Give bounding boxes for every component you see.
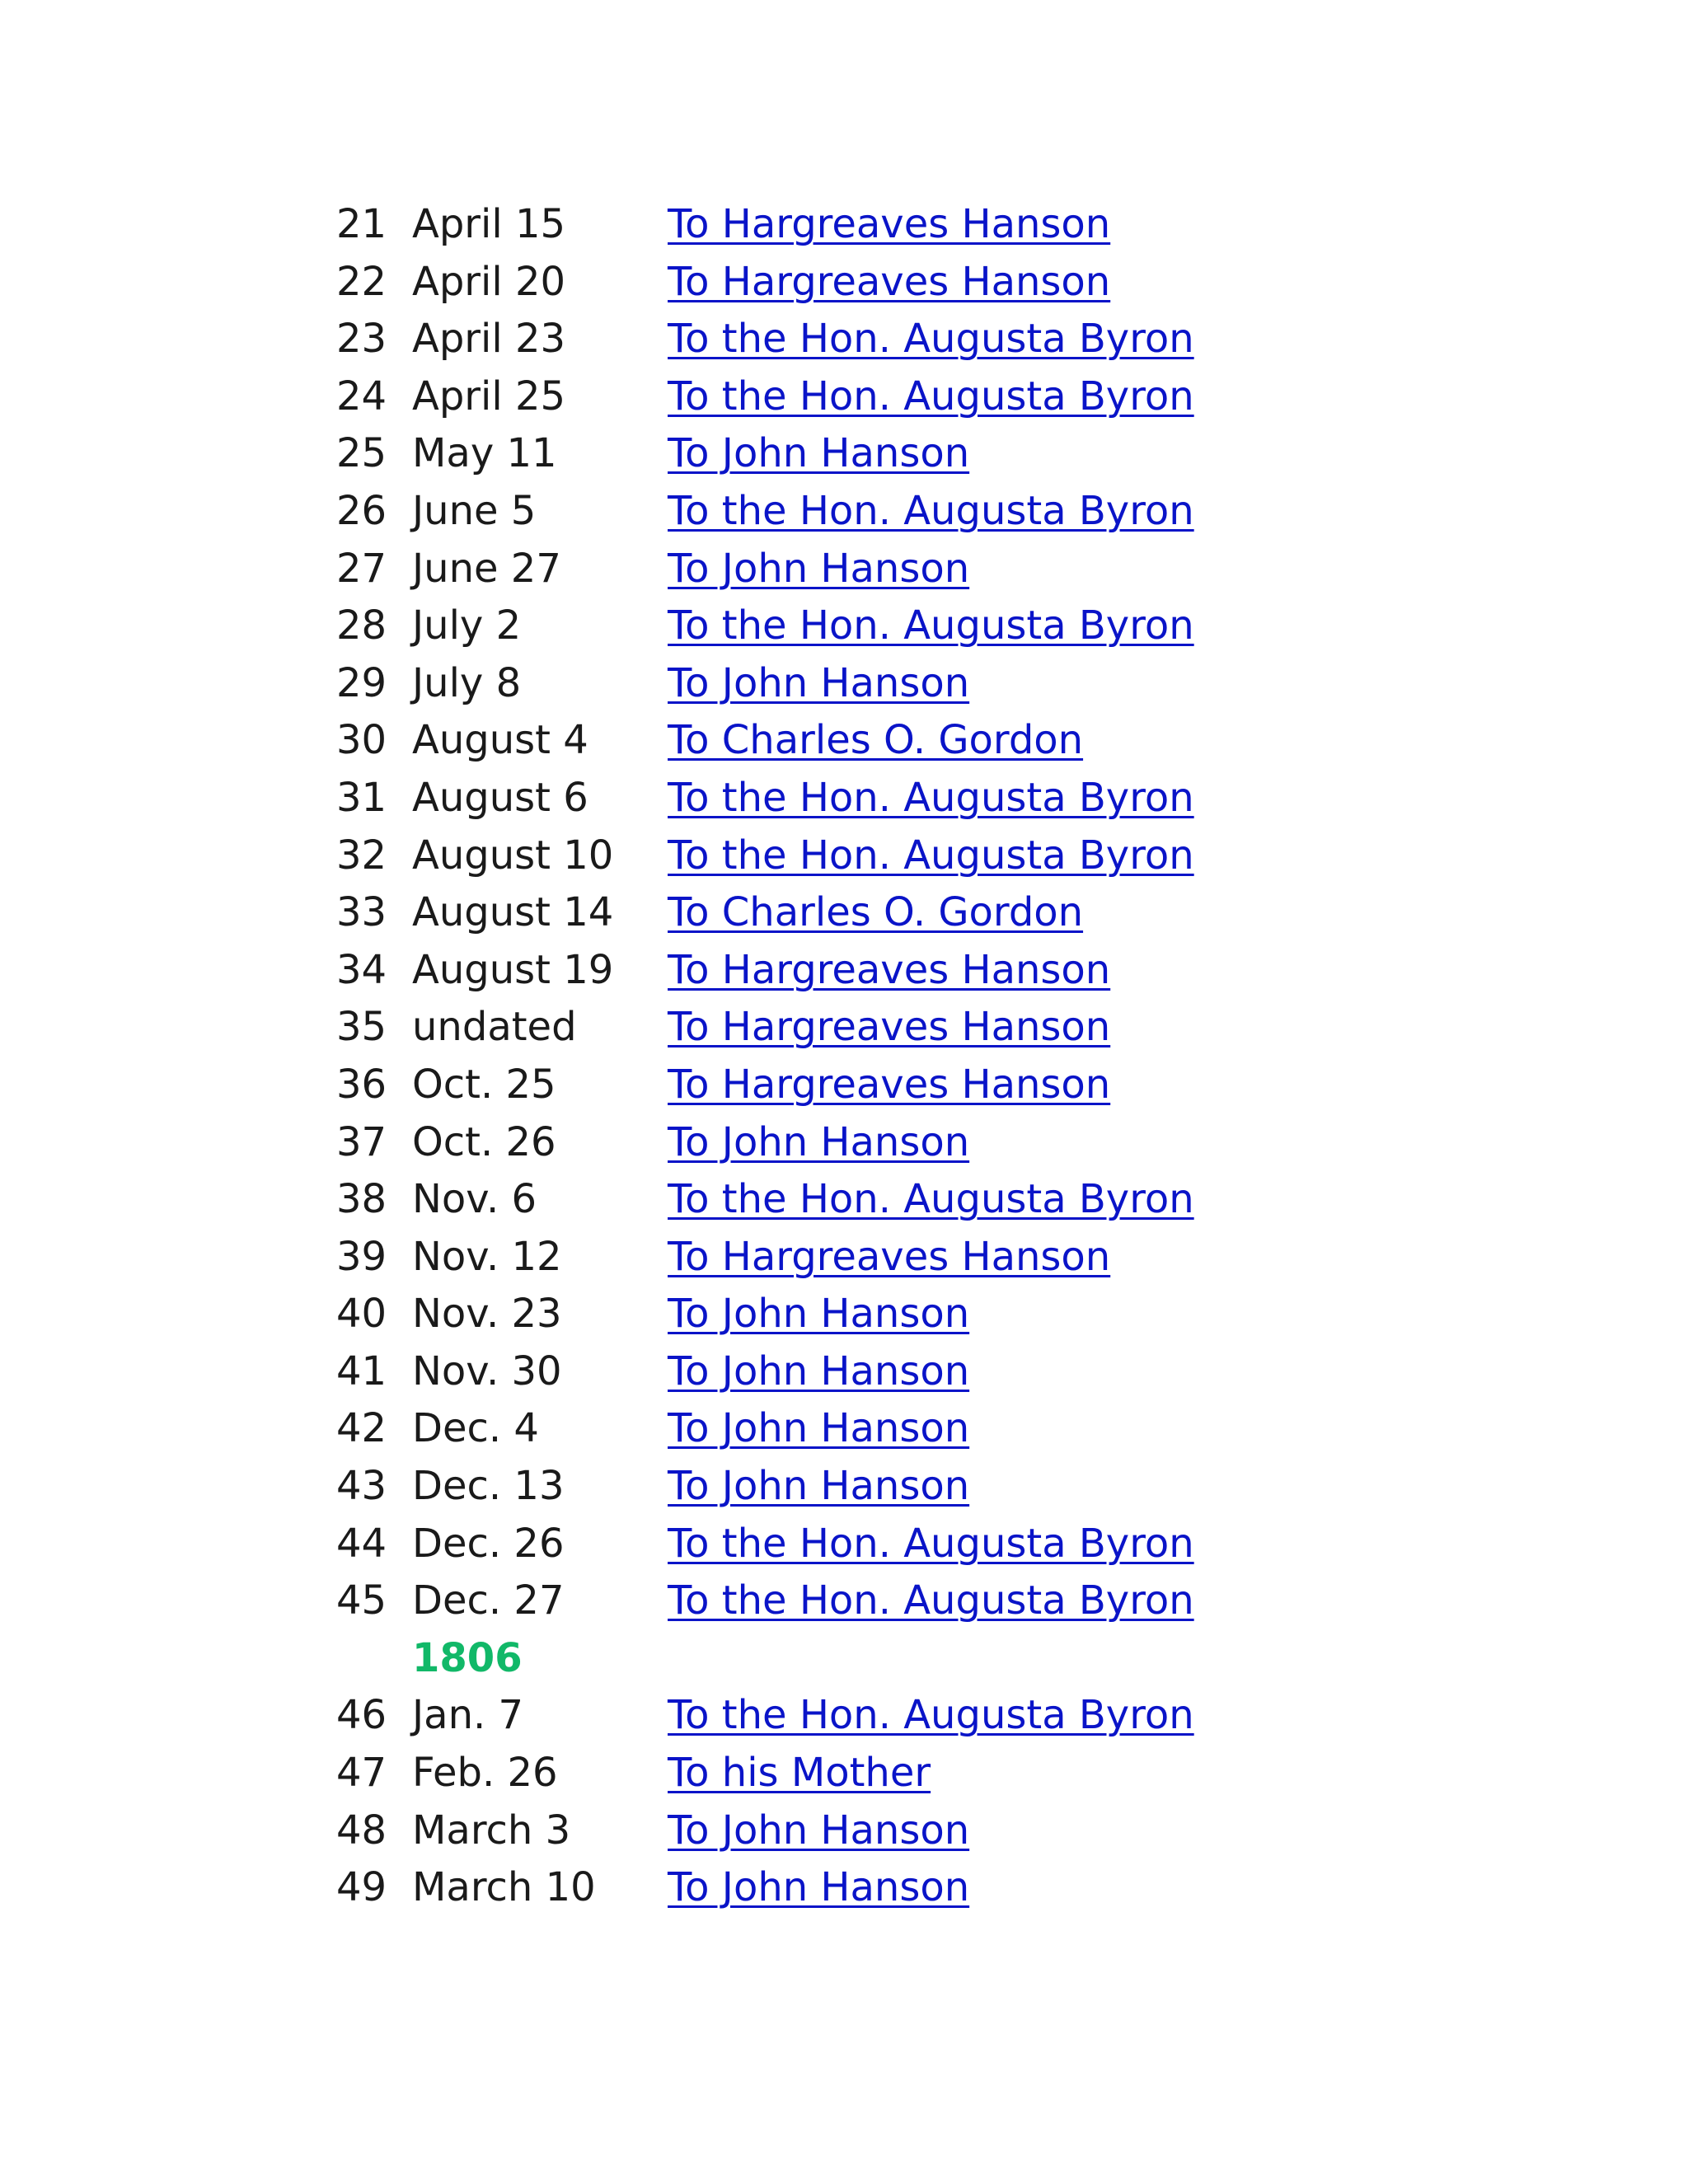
letter-row <box>336 254 1327 312</box>
letter-date: August 10 <box>412 832 614 879</box>
letter-row <box>336 942 1327 1000</box>
letter-number: 43 <box>336 1463 387 1510</box>
letter-row <box>336 712 1327 770</box>
year-heading: 1806 <box>412 1634 523 1681</box>
letter-link[interactable]: To the Hon. Augusta Byron <box>668 602 1194 649</box>
letter-link[interactable]: To the Hon. Augusta Byron <box>668 774 1194 821</box>
letter-link[interactable]: To the Hon. Augusta Byron <box>668 1577 1194 1624</box>
letter-date: March 3 <box>412 1807 571 1854</box>
letter-date: March 10 <box>412 1864 596 1911</box>
letter-date: Oct. 25 <box>412 1061 556 1108</box>
letter-row <box>336 368 1327 426</box>
letter-recipient-cell <box>668 942 1327 1000</box>
letter-recipient-cell <box>668 1343 1327 1401</box>
letter-number: 30 <box>336 717 387 764</box>
letter-number: 23 <box>336 316 387 363</box>
letter-recipient-cell <box>668 1400 1327 1458</box>
letter-number: 28 <box>336 602 387 649</box>
letter-number: 46 <box>336 1692 387 1739</box>
letter-link[interactable]: To the Hon. Augusta Byron <box>668 1176 1194 1223</box>
letter-date: July 8 <box>412 659 522 706</box>
letter-link[interactable]: To John Hanson <box>668 1463 970 1510</box>
letter-date: May 11 <box>412 430 557 477</box>
letter-recipient-cell <box>668 368 1327 426</box>
letter-date: undated <box>412 1004 577 1051</box>
letter-number: 36 <box>336 1061 387 1108</box>
letter-recipient-cell <box>668 311 1327 368</box>
letters-table <box>336 196 1327 1917</box>
letter-number: 29 <box>336 659 387 706</box>
letter-number: 45 <box>336 1577 387 1624</box>
letter-number: 34 <box>336 946 387 993</box>
letter-date: June 27 <box>412 545 561 592</box>
letter-link[interactable]: To Hargreaves Hanson <box>668 201 1111 247</box>
letter-row <box>336 1286 1327 1343</box>
letter-recipient-cell <box>668 827 1327 885</box>
letter-row <box>336 1057 1327 1114</box>
letter-date: Dec. 26 <box>412 1520 565 1567</box>
letter-number: 39 <box>336 1233 387 1280</box>
letter-date: Nov. 23 <box>412 1291 562 1338</box>
letter-link[interactable]: To John Hanson <box>668 545 970 592</box>
letter-link[interactable]: To his Mother <box>668 1750 931 1797</box>
letter-number: 47 <box>336 1750 387 1797</box>
letter-recipient-cell <box>668 1114 1327 1172</box>
year-heading-spacer <box>668 1630 1327 1688</box>
letter-link[interactable]: To Hargreaves Hanson <box>668 258 1111 305</box>
letter-date: Dec. 4 <box>412 1405 539 1452</box>
letter-row <box>336 1859 1327 1917</box>
letter-recipient-cell <box>668 999 1327 1057</box>
letter-number: 42 <box>336 1405 387 1452</box>
letter-link[interactable]: To Hargreaves Hanson <box>668 1233 1111 1280</box>
letter-date: Feb. 26 <box>412 1750 558 1797</box>
letter-date: August 19 <box>412 946 614 993</box>
letter-number: 27 <box>336 545 387 592</box>
letter-link[interactable]: To Charles O. Gordon <box>668 889 1084 936</box>
letter-row <box>336 541 1327 598</box>
letter-recipient-cell <box>668 1171 1327 1229</box>
letter-recipient-cell <box>668 1516 1327 1573</box>
letter-row <box>336 1516 1327 1573</box>
letter-number: 26 <box>336 487 387 534</box>
letter-recipient-cell <box>668 1057 1327 1114</box>
letter-row <box>336 1802 1327 1860</box>
letter-row <box>336 1343 1327 1401</box>
letter-link[interactable]: To John Hanson <box>668 1291 970 1338</box>
letter-row <box>336 827 1327 885</box>
letter-date: April 20 <box>412 258 566 305</box>
letter-number: 22 <box>336 258 387 305</box>
letter-row <box>336 1400 1327 1458</box>
letter-row <box>336 598 1327 655</box>
letter-number: 21 <box>336 201 387 247</box>
letter-link[interactable]: To the Hon. Augusta Byron <box>668 1692 1194 1739</box>
letter-row <box>336 884 1327 942</box>
letter-link[interactable]: To Hargreaves Hanson <box>668 1061 1111 1108</box>
letter-row <box>336 1572 1327 1630</box>
letter-recipient-cell <box>668 1229 1327 1286</box>
letter-recipient-cell <box>668 254 1327 312</box>
letter-date: April 15 <box>412 201 566 247</box>
letter-number: 35 <box>336 1004 387 1051</box>
letter-row <box>336 999 1327 1057</box>
letter-date: Nov. 12 <box>412 1233 562 1280</box>
letter-number: 37 <box>336 1118 387 1165</box>
letter-link[interactable]: To John Hanson <box>668 1118 970 1165</box>
letter-link[interactable]: To the Hon. Augusta Byron <box>668 832 1194 879</box>
letter-link[interactable]: To the Hon. Augusta Byron <box>668 487 1194 534</box>
letter-recipient-cell <box>668 1286 1327 1343</box>
letter-row <box>336 1229 1327 1286</box>
letter-number: 33 <box>336 889 387 936</box>
letter-recipient-cell <box>668 1745 1327 1802</box>
letter-number: 38 <box>336 1176 387 1223</box>
letter-link[interactable]: To the Hon. Augusta Byron <box>668 316 1194 363</box>
letter-number: 24 <box>336 373 387 419</box>
letter-row <box>336 655 1327 713</box>
letter-row <box>336 1458 1327 1516</box>
letter-row <box>336 425 1327 483</box>
letter-recipient-cell <box>668 884 1327 942</box>
letter-date: August 4 <box>412 717 588 764</box>
letter-link[interactable]: To Hargreaves Hanson <box>668 1004 1111 1051</box>
letter-recipient-cell <box>668 1859 1327 1917</box>
letter-number: 49 <box>336 1864 387 1911</box>
letter-row <box>336 1171 1327 1229</box>
letter-recipient-cell <box>668 1572 1327 1630</box>
letter-date: April 23 <box>412 316 566 363</box>
letter-row <box>336 196 1327 254</box>
letter-row <box>336 770 1327 827</box>
letter-recipient-cell <box>668 770 1327 827</box>
letter-number: 32 <box>336 832 387 879</box>
letter-link[interactable]: To John Hanson <box>668 659 970 706</box>
letter-date: April 25 <box>412 373 566 419</box>
letter-link[interactable]: To Charles O. Gordon <box>668 717 1084 764</box>
letter-row <box>336 1745 1327 1802</box>
letters-table-body <box>336 196 1327 1917</box>
letter-recipient-cell <box>668 541 1327 598</box>
letter-recipient-cell <box>668 425 1327 483</box>
letter-number: 25 <box>336 430 387 477</box>
letter-date: Nov. 6 <box>412 1176 537 1223</box>
letter-row <box>336 1687 1327 1745</box>
letter-number: 41 <box>336 1347 387 1394</box>
letter-date: August 14 <box>412 889 614 936</box>
letter-date: July 2 <box>412 602 522 649</box>
letter-link[interactable]: To John Hanson <box>668 430 970 477</box>
letter-row <box>336 483 1327 541</box>
letter-row <box>336 1114 1327 1172</box>
letter-recipient-cell <box>668 712 1327 770</box>
letter-link[interactable]: To John Hanson <box>668 1405 970 1452</box>
letter-date: June 5 <box>412 487 537 534</box>
letter-date: Oct. 26 <box>412 1118 556 1165</box>
letter-date: Dec. 27 <box>412 1577 565 1624</box>
letter-number: 40 <box>336 1291 387 1338</box>
letter-date: Jan. 7 <box>412 1692 524 1739</box>
letter-recipient-cell <box>668 655 1327 713</box>
year-heading-row <box>336 1630 1327 1688</box>
letter-number: 44 <box>336 1520 387 1567</box>
letter-number: 48 <box>336 1807 387 1854</box>
letter-date: Dec. 13 <box>412 1463 565 1510</box>
letter-link[interactable]: To John Hanson <box>668 1807 970 1854</box>
letter-recipient-cell <box>668 1458 1327 1516</box>
letter-row <box>336 311 1327 368</box>
letter-date: August 6 <box>412 774 588 821</box>
letter-recipient-cell <box>668 196 1327 254</box>
letter-recipient-cell <box>668 598 1327 655</box>
letter-recipient-cell <box>668 1802 1327 1860</box>
letter-link[interactable]: To John Hanson <box>668 1864 970 1911</box>
letter-link[interactable]: To John Hanson <box>668 1347 970 1394</box>
letter-link[interactable]: To Hargreaves Hanson <box>668 946 1111 993</box>
letter-recipient-cell <box>668 1687 1327 1745</box>
letter-link[interactable]: To the Hon. Augusta Byron <box>668 1520 1194 1567</box>
letter-link[interactable]: To the Hon. Augusta Byron <box>668 373 1194 419</box>
year-heading-spacer <box>336 1630 412 1688</box>
letter-recipient-cell <box>668 483 1327 541</box>
letter-number: 31 <box>336 774 387 821</box>
letter-date: Nov. 30 <box>412 1347 562 1394</box>
